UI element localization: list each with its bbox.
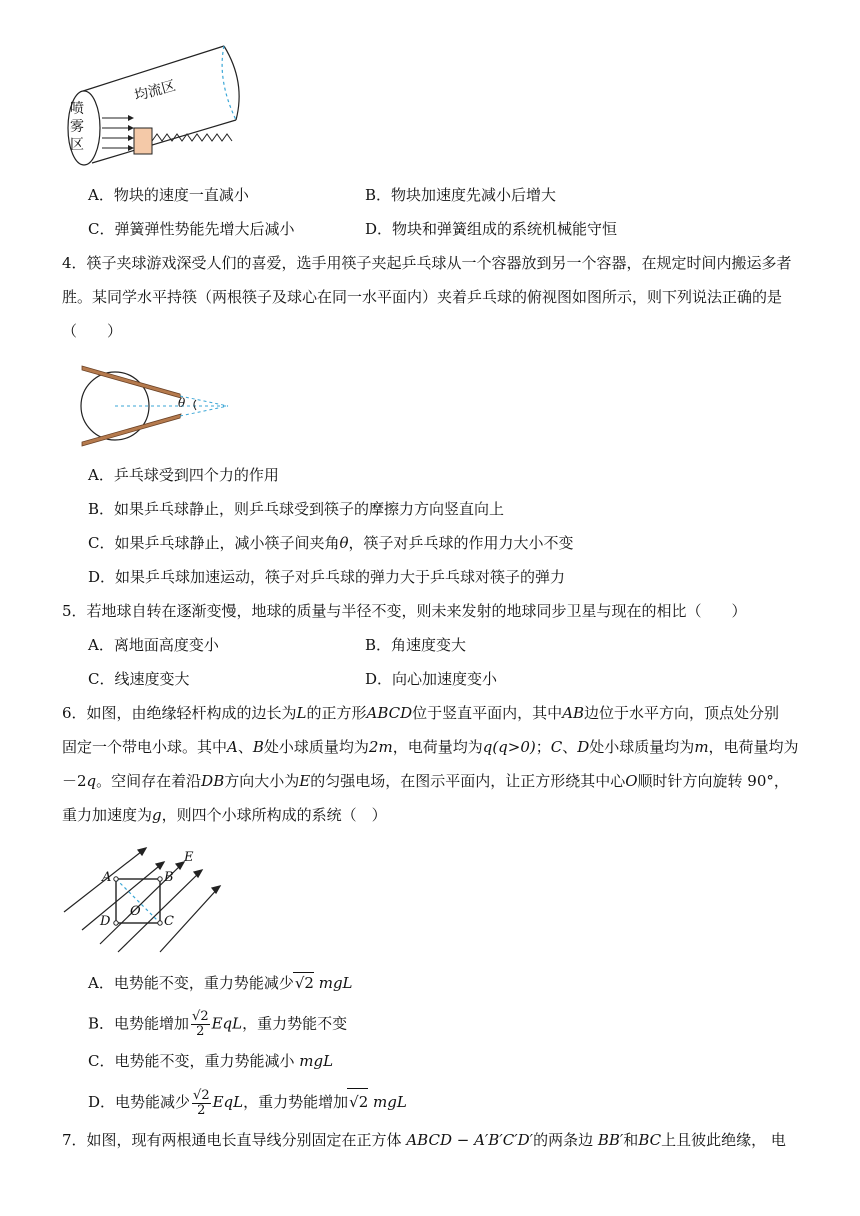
q4-option-c: C．如果乒乓球静止，减小筷子间夹角θ，筷子对乒乓球的作用力大小不变 (88, 534, 574, 552)
q6-option-c: C．电势能不变，重力势能减小 mgL (88, 1052, 334, 1070)
q6-option-a: A．电势能不变，重力势能减少√2 mgL (88, 974, 353, 992)
q3-option-a: A．物块的速度一直减小 (88, 186, 249, 204)
q6-stem-line-3: －2q。空间存在着沿DB方向大小为E的匀强电场，在图示平面内，让正方形绕其中心O顺时针方向旋转 90°， (62, 772, 789, 790)
spray-label-1: 喷 (70, 101, 84, 117)
q5-option-b: B．角速度变大 (365, 636, 467, 654)
q6-option-d: D．电势能减少 $\frac{√2}{2}$ EqL，重力势能增加√2 mgL (88, 1087, 407, 1118)
q4-option-a: A．乒乓球受到四个力的作用 (88, 466, 279, 484)
q5-option-d: D．向心加速度变小 (365, 670, 498, 688)
q4-stem-line-1: 4．筷子夹球游戏深受人们的喜爱，选手用筷子夹起乒乓球从一个容器放到另一个容器，在规定时间内搬运多者 (62, 254, 792, 272)
vertex-label-c: C (164, 914, 174, 929)
spray-label-3: 区 (70, 137, 84, 153)
figure-spray-cylinder (62, 30, 262, 170)
q7-stem-line-1: 7．如图，现有两根通电长直导线分别固定在正方体 ABCD − A′B′C′D′的两条边 BB′和BC上且彼此绝缘， 电 (62, 1131, 786, 1149)
q6-stem-line-1: 6．如图，由绝缘轻杆构成的边长为L的正方形ABCD位于竖直平面内，其中AB边位于水平方向，顶点处分别 (62, 704, 780, 722)
center-label-o: O (130, 904, 141, 919)
figure-square-field (60, 846, 230, 956)
q5-option-c: C．线速度变大 (88, 670, 190, 688)
q3-option-d: D．物块和弹簧组成的系统机械能守恒 (365, 220, 618, 238)
q4-stem-line-2: 胜。某同学水平持筷（两根筷子及球心在同一水平面内）夹着乒乓球的俯视图如图所示，则下列说法正确的是 (62, 288, 783, 306)
q5-option-a: A．离地面高度变小 (88, 636, 219, 654)
q3-option-b: B．物块加速度先减小后增大 (365, 186, 557, 204)
figure-chopsticks (78, 358, 238, 454)
field-label-e: E (184, 850, 194, 865)
q6-option-b: B．电势能增加 $\frac{√2}{2}$ EqL，重力势能不变 (88, 1009, 348, 1039)
q4-option-b: B．如果乒乓球静止，则乒乓球受到筷子的摩擦力方向竖直向上 (88, 500, 505, 518)
vertex-label-a: A (102, 870, 112, 885)
theta-label: θ (178, 396, 186, 410)
vertex-label-b: B (164, 870, 174, 885)
spray-label-2: 雾 (70, 119, 84, 135)
q4-stem-line-3: （ ） (62, 322, 123, 340)
q6-stem-line-4: 重力加速度为g，则四个小球所构成的系统（ ） (62, 806, 387, 824)
q4-option-d: D．如果乒乓球加速运动，筷子对乒乓球的弹力大于乒乓球对筷子的弹力 (88, 568, 566, 586)
q5-stem: 5．若地球自转在逐渐变慢，地球的质量与半径不变，则未来发射的地球同步卫星与现在的相比（ ） (62, 602, 747, 620)
q3-option-c: C．弹簧弹性势能先增大后减小 (88, 220, 295, 238)
uniform-region-label: 均流区 (132, 78, 178, 105)
vertex-label-d: D (100, 914, 111, 929)
q6-stem-line-2: 固定一个带电小球。其中A、B处小球质量均为2m，电荷量均为q(q>0)；C、D处小球质量均为m，电荷量均为 (62, 738, 799, 756)
